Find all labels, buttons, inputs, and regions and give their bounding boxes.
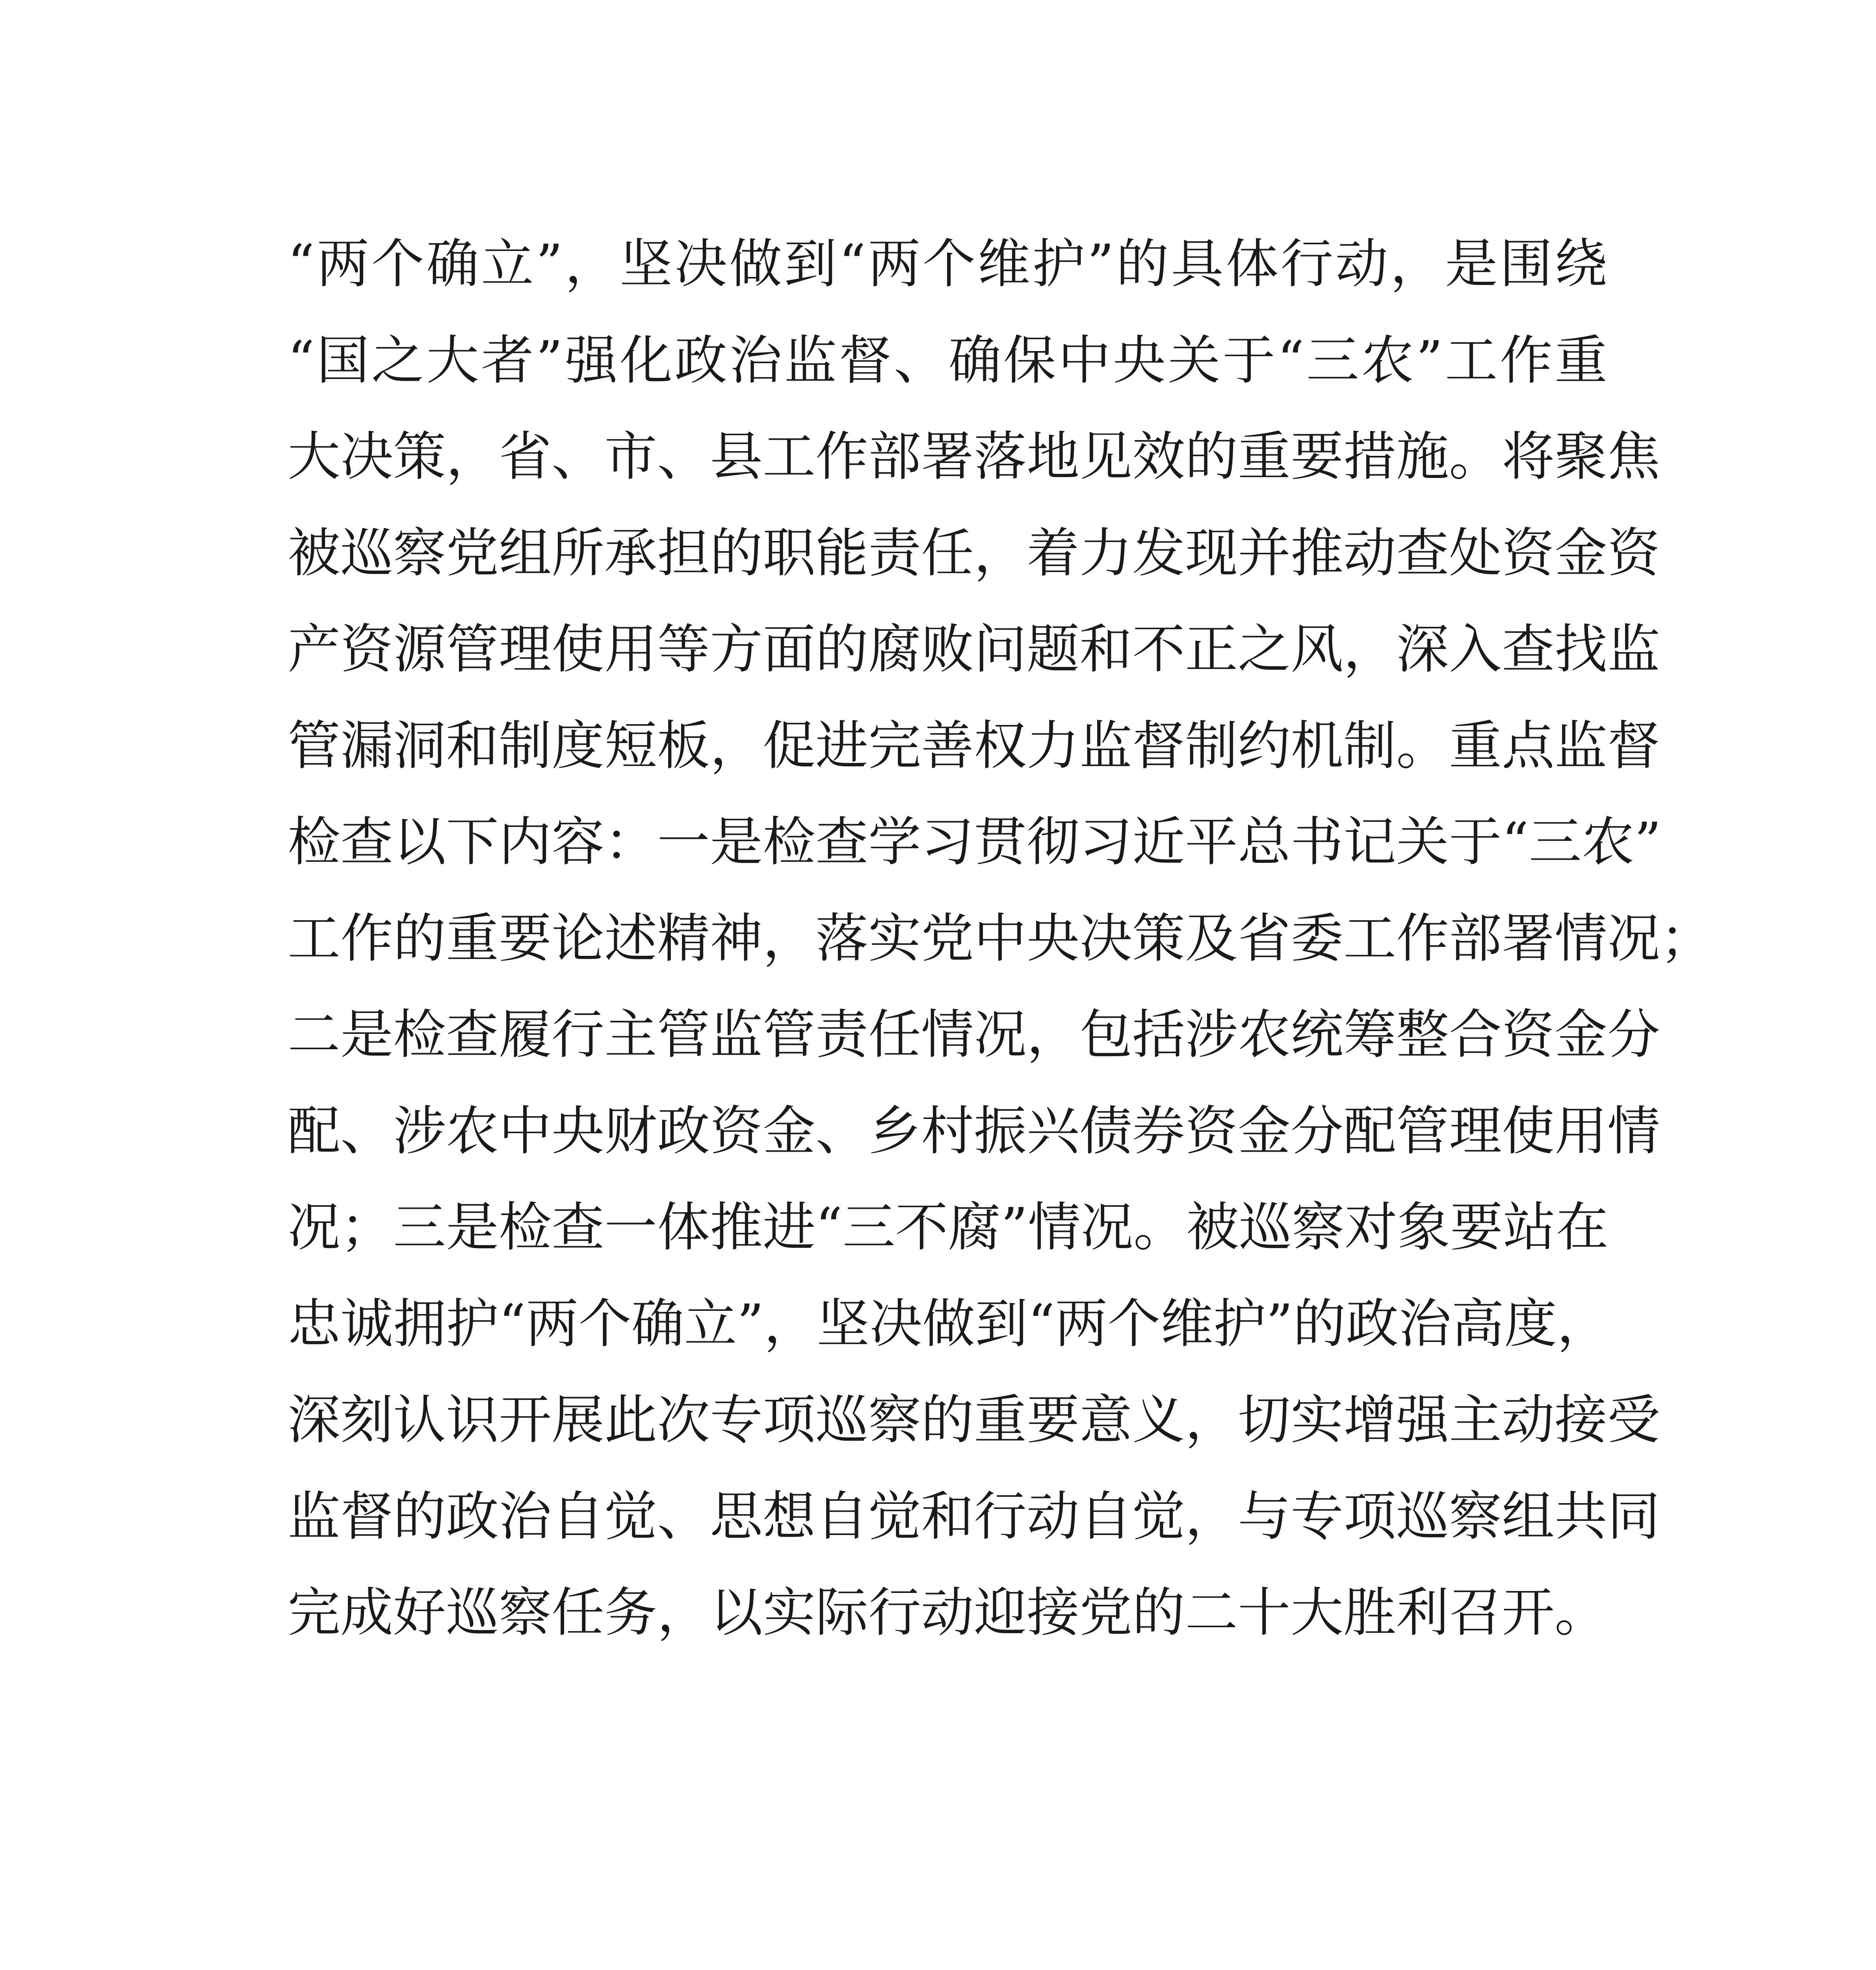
text-line: 产资源管理使用等方面的腐败问题和不正之风，深入查找监 [288,619,1661,680]
text-line: 工作的重要论述精神，落实党中央决策及省委工作部署情况； [288,907,1713,969]
text-line: “国之大者”强化政治监督、确保中央关于“三农”工作重 [288,329,1607,391]
body-paragraph [288,216,1713,1661]
text-line: 配、涉农中央财政资金、乡村振兴债券资金分配管理使用情 [288,1100,1661,1162]
text-line: “两个确立”，坚决做到“两个维护”的具体行动，是围绕 [288,233,1607,295]
text-line: 检查以下内容：一是检查学习贯彻习近平总书记关于“三农” [288,811,1662,873]
text-line: 完成好巡察任务，以实际行动迎接党的二十大胜利召开。 [288,1582,1608,1643]
text-line: 大决策，省、市、县工作部署落地见效的重要措施。将聚焦 [288,426,1661,487]
text-line: 管漏洞和制度短板，促进完善权力监督制约机制。重点监督 [288,715,1661,777]
text-line: 忠诚拥护“两个确立”，坚决做到“两个维护”的政治高度， [288,1293,1610,1355]
text-line: 二是检查履行主管监管责任情况，包括涉农统筹整合资金分 [288,1004,1661,1065]
text-line: 深刻认识开展此次专项巡察的重要意义，切实增强主动接受 [288,1389,1661,1451]
text-line: 被巡察党组所承担的职能责任，着力发现并推动查处资金资 [288,522,1661,584]
text-line: 监督的政治自觉、思想自觉和行动自觉，与专项巡察组共同 [288,1485,1661,1547]
text-line: 况；三是检查一体推进“三不腐”情况。被巡察对象要站在 [288,1197,1609,1258]
